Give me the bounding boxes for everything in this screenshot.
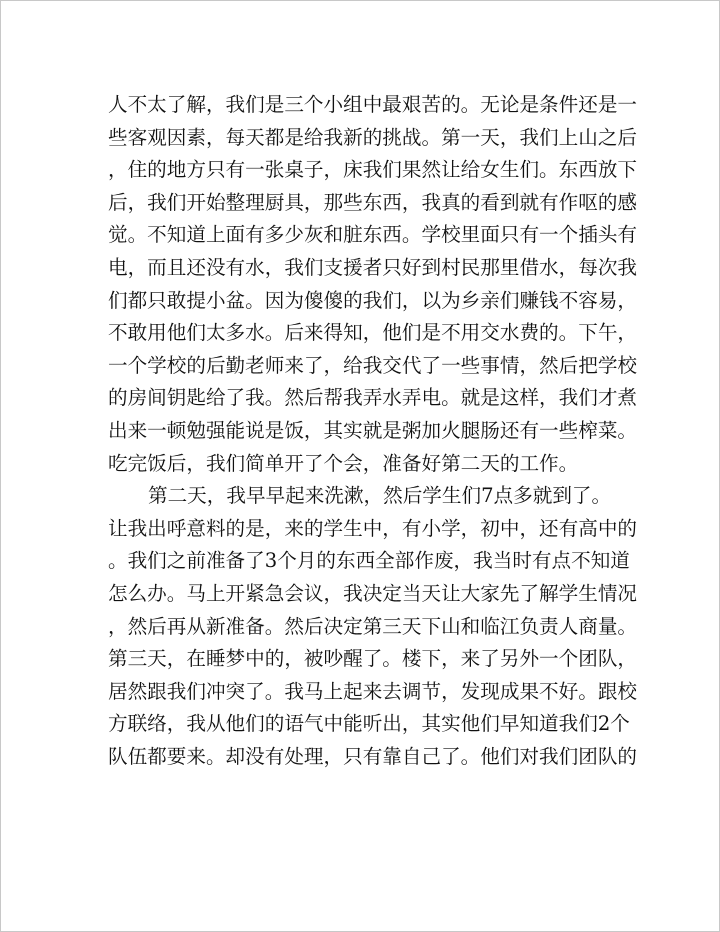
text-line: 人不太了解，我们是三个小组中最艰苦的。无论是条件还是一 (108, 93, 638, 116)
text-line: 觉。不知道上面有多少灰和脏东西。学校里面只有一个插头有 (108, 223, 638, 247)
text-line: 的房间钥匙给了我。然后帮我弄水弄电。就是这样，我们才煮 (108, 386, 638, 410)
text-line: 第三天，在睡梦中的，被吵醒了。楼下，来了另外一个团队， (108, 647, 638, 671)
text-line: 们都只敢提小盆。因为傻傻的我们，以为乡亲们赚钱不容易， (108, 288, 638, 312)
text-line: 些客观因素，每天都是给我新的挑战。第一天，我们上山之后 (108, 125, 638, 149)
text-line: 吃完饭后，我们简单开了个会，准备好第二天的工作。 (108, 451, 579, 475)
paragraph-start-line: 第二天，我早早起来洗漱，然后学生们7点多就到了。 (148, 484, 612, 508)
text-line: 怎么办。马上开紧急会议，我决定当天让大家先了解学生情况 (108, 581, 638, 605)
text-line: 队伍都要来。却没有处理，只有靠自己了。他们对我们团队的 (108, 744, 638, 768)
text-line: 让我出呼意料的是，来的学生中，有小学，初中，还有高中的 (108, 516, 638, 540)
text-line: 后，我们开始整理厨具，那些东西，我真的看到就有作呕的感 (108, 190, 638, 214)
text-line: 出来一顿勉强能说是饭，其实就是粥加火腿肠还有一些榨菜。 (108, 418, 638, 442)
text-line: ，住的地方只有一张桌子，床我们果然让给女生们。东西放下 (108, 158, 638, 182)
text-line: ，然后再从新准备。然后决定第三天下山和临江负责人商量。 (108, 614, 638, 638)
text-line: 。我们之前准备了3个月的东西全部作废，我当时有点不知道 (108, 549, 630, 573)
text-line: 一个学校的后勤老师来了，给我交代了一些事情，然后把学校 (108, 353, 638, 377)
text-line: 居然跟我们冲突了。我马上起来去调节，发现成果不好。跟校 (108, 679, 638, 703)
body-text (108, 89, 638, 773)
text-line: 不敢用他们太多水。后来得知，他们是不用交水费的。下午， (108, 321, 638, 345)
text-line: 方联络，我从他们的语气中能听出，其实他们早知道我们2个 (108, 712, 630, 736)
text-line: 电，而且还没有水，我们支援者只好到村民那里借水，每次我 (108, 255, 638, 279)
